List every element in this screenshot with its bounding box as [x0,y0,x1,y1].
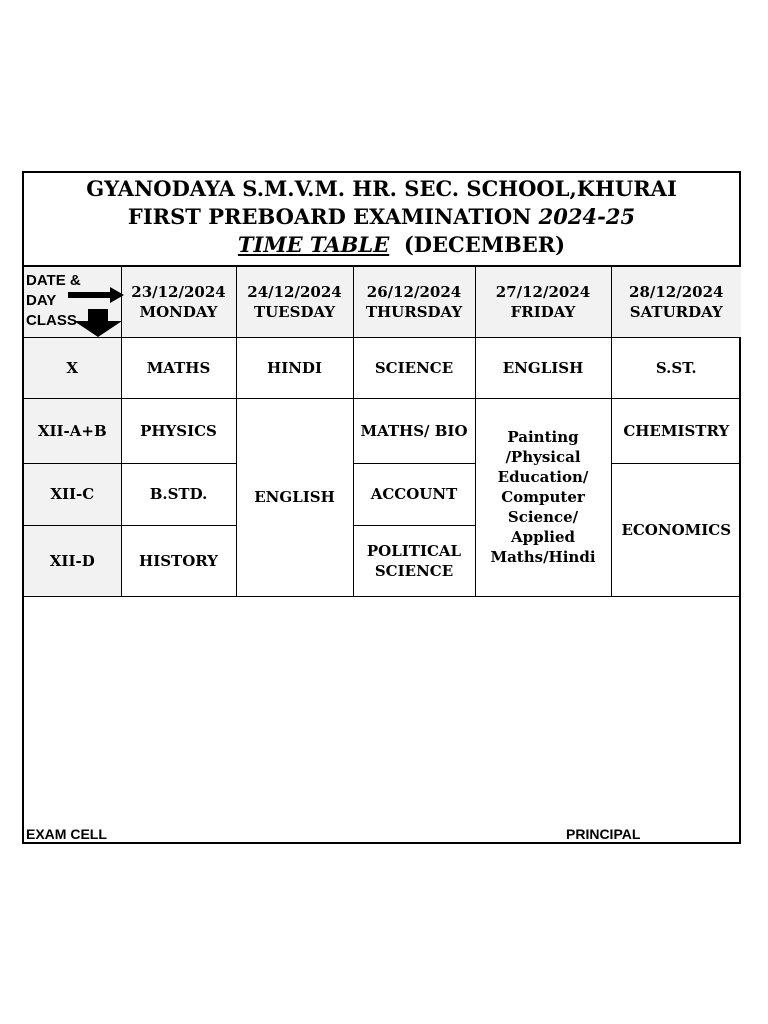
subject-cell: S.ST. [611,337,741,398]
class-cell: X [24,337,121,398]
date-label: 28/12/2024 [629,282,724,301]
school-name: GYANODAYA S.M.V.M. HR. SEC. SCHOOL,KHURAI [86,176,677,201]
friday-line: Maths/Hindi [490,548,596,566]
exam-title [24,203,739,231]
subject-cell: ENGLISH [475,337,611,398]
timetable-label: TIME TABLE [237,232,390,257]
day-label: FRIDAY [510,302,576,321]
class-cell: XII-A+B [24,398,121,463]
day-header [236,267,353,337]
friday-line: Science/ [507,508,579,526]
day-header [475,267,611,337]
day-header [611,267,741,337]
friday-line: /Physical [505,448,581,466]
day-label: TUESDAY [253,302,336,321]
exam-title-prefix: FIRST PREBOARD EXAMINATION [127,204,532,229]
friday-line: Painting [507,428,579,446]
principal-signature: PRINCIPAL [566,826,641,842]
friday-line: Education/ [497,468,589,486]
subject-cell: MATHS [121,337,236,398]
exam-year: 2024-25 [538,204,636,229]
friday-line: Computer [501,488,585,506]
subject-cell: SCIENCE [353,337,475,398]
corner-day-label: DAY [26,292,57,309]
date-row [24,267,741,337]
date-label: 27/12/2024 [495,282,591,301]
friday-line: Applied [510,528,576,546]
day-header [121,267,236,337]
subject-cell: HISTORY [121,525,236,596]
exam-cell-signature: EXAM CELL [26,826,107,842]
subject-cell: HINDI [236,337,353,398]
day-label: MONDAY [139,302,218,321]
timetable-grid [24,267,741,597]
subject-cell: CHEMISTRY [611,398,741,463]
class-cell: XII-C [24,463,121,525]
subject-cell: MATHS/ BIO [353,398,475,463]
subject-cell [353,525,475,596]
corner-date-label: DATE & [26,272,81,289]
subject-cell-merged-friday [475,398,611,596]
day-label: THURSDAY [365,302,463,321]
subject-cell-merged-tuesday: ENGLISH [236,398,353,596]
timetable-frame [22,171,741,844]
class-cell: XII-D [24,525,121,596]
subject-cell: B.STD. [121,463,236,525]
corner-cell [24,267,121,337]
arrow-right-icon [68,287,124,303]
header [24,173,739,267]
table-row [24,398,741,463]
month-label: (DECEMBER) [403,232,566,257]
subject-cell: PHYSICS [121,398,236,463]
day-label: SATURDAY [629,302,723,321]
corner-class-label: CLASS [26,312,77,329]
date-label: 26/12/2024 [366,282,462,301]
table-row [24,337,741,398]
subject-cell: ACCOUNT [353,463,475,525]
day-header [353,267,475,337]
subject-cell-merged-saturday: ECONOMICS [611,463,741,596]
arrow-down-icon [74,309,124,337]
subject-line: POLITICAL [366,541,462,560]
timetable-title [24,231,739,259]
date-label: 23/12/2024 [131,282,226,301]
table-row [24,463,741,525]
date-label: 24/12/2024 [247,282,342,301]
subject-line: SCIENCE [374,561,454,580]
